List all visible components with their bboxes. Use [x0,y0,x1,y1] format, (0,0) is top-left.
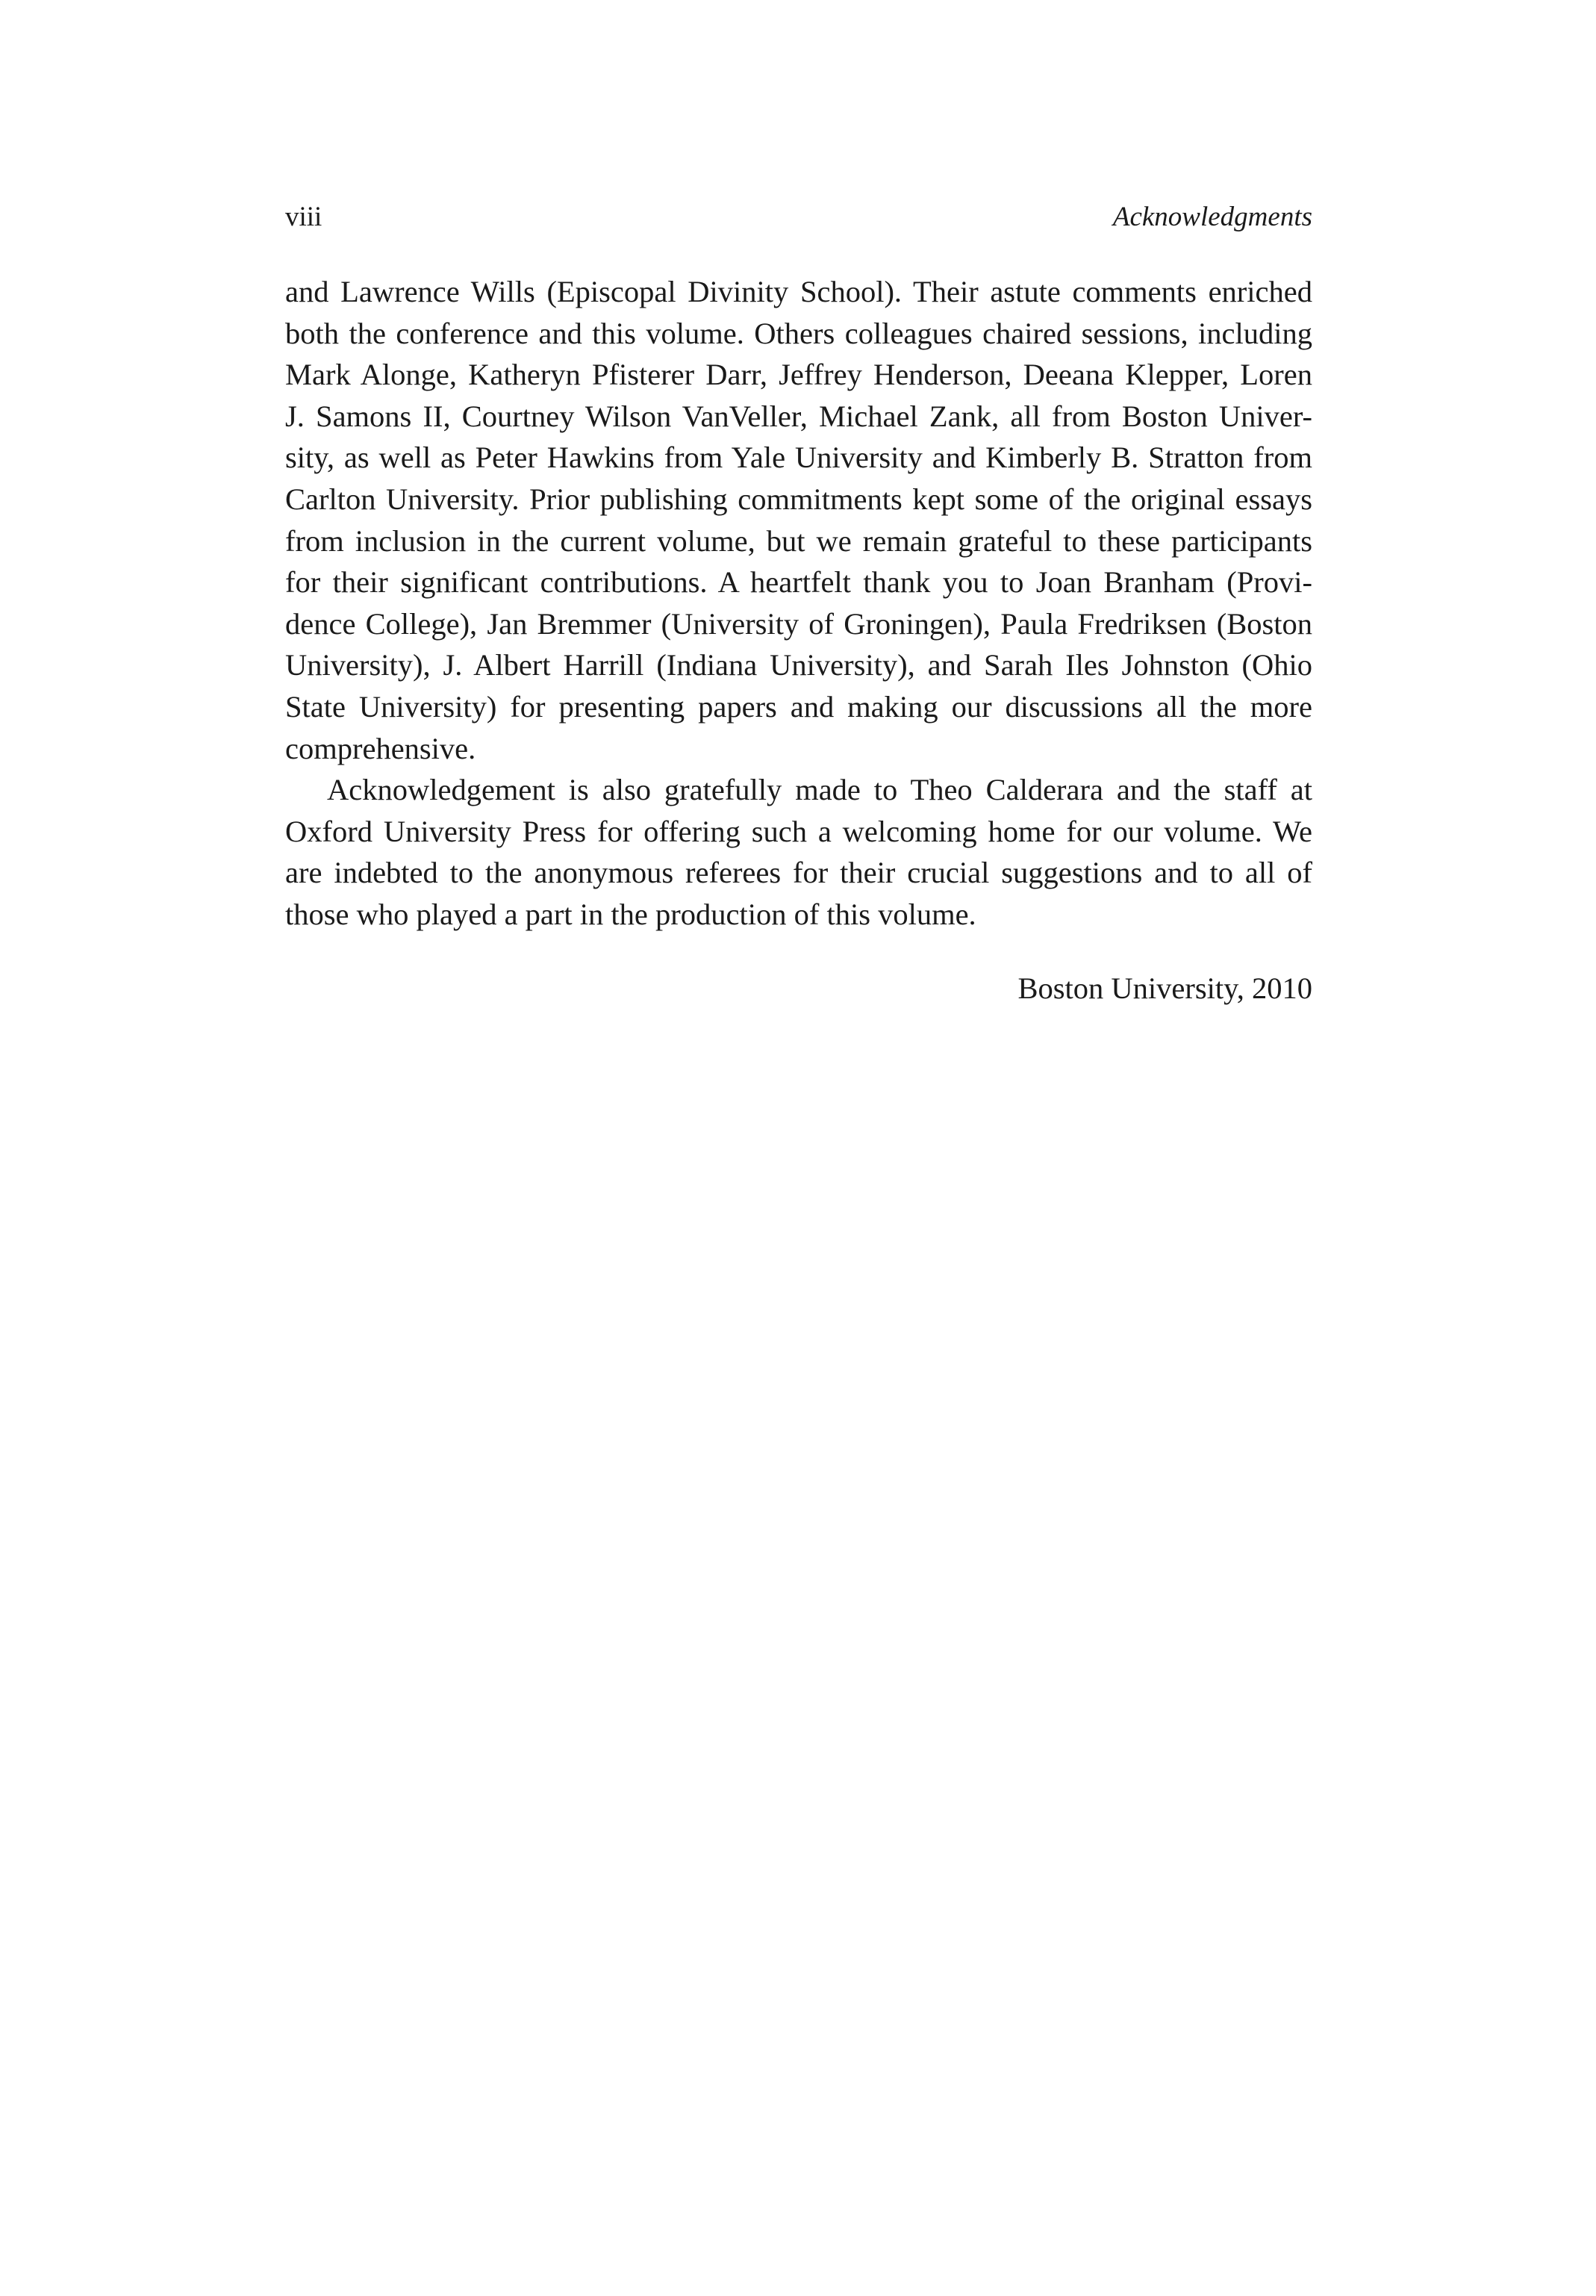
page-number: viii [285,202,322,232]
text-line: sity, as well as Peter Hawkins from Yale University and Kimberly B. Stratton from [285,441,1312,475]
text-line: State University) for presenting papers and making our discussions all the more [285,689,1312,724]
text-line: Acknowledgement is also gratefully made to Theo Calderara and the staff at [327,773,1312,807]
paragraph-2 [285,769,1312,935]
text-line: from inclusion in the current volume, but we remain grateful to these participants [285,523,1312,558]
text-line: those who played a part in the production of this volume. [285,897,976,931]
running-head: Acknowledgments [1112,202,1312,232]
paragraph-1 [285,271,1312,769]
text-line: Oxford University Press for offering such a welcoming home for our volume. We [285,814,1312,848]
text-line: are indebted to the anonymous referees for their crucial suggestions and to all of [285,856,1312,890]
text-line: for their significant contributions. A heartfelt thank you to Joan Branham (Provi- [285,565,1312,600]
text-line: Carlton University. Prior publishing commitments kept some of the original essays [285,482,1312,516]
text-line: comprehensive. [285,731,476,765]
text-line: and Lawrence Wills (Episcopal Divinity School). Their astute comments enriched [285,275,1312,308]
text-line: J. Samons II, Courtney Wilson VanVeller, Michael Zank, all from Boston Univer- [285,399,1312,433]
signoff: Boston University, 2010 [1017,971,1312,1005]
text-line: dence College), Jan Bremmer (University of Groningen), Paula Fredriksen (Boston [285,606,1312,641]
text-line: both the conference and this volume. Others colleagues chaired sessions, including [285,316,1312,350]
text-line: Mark Alonge, Katheryn Pfisterer Darr, Jeffrey Henderson, Deeana Klepper, Loren [285,358,1312,392]
page-header [285,199,1312,236]
body-text [285,271,1312,936]
text-line: University), J. Albert Harrill (Indiana University), and Sarah Iles Johnston (Ohio [285,648,1312,682]
